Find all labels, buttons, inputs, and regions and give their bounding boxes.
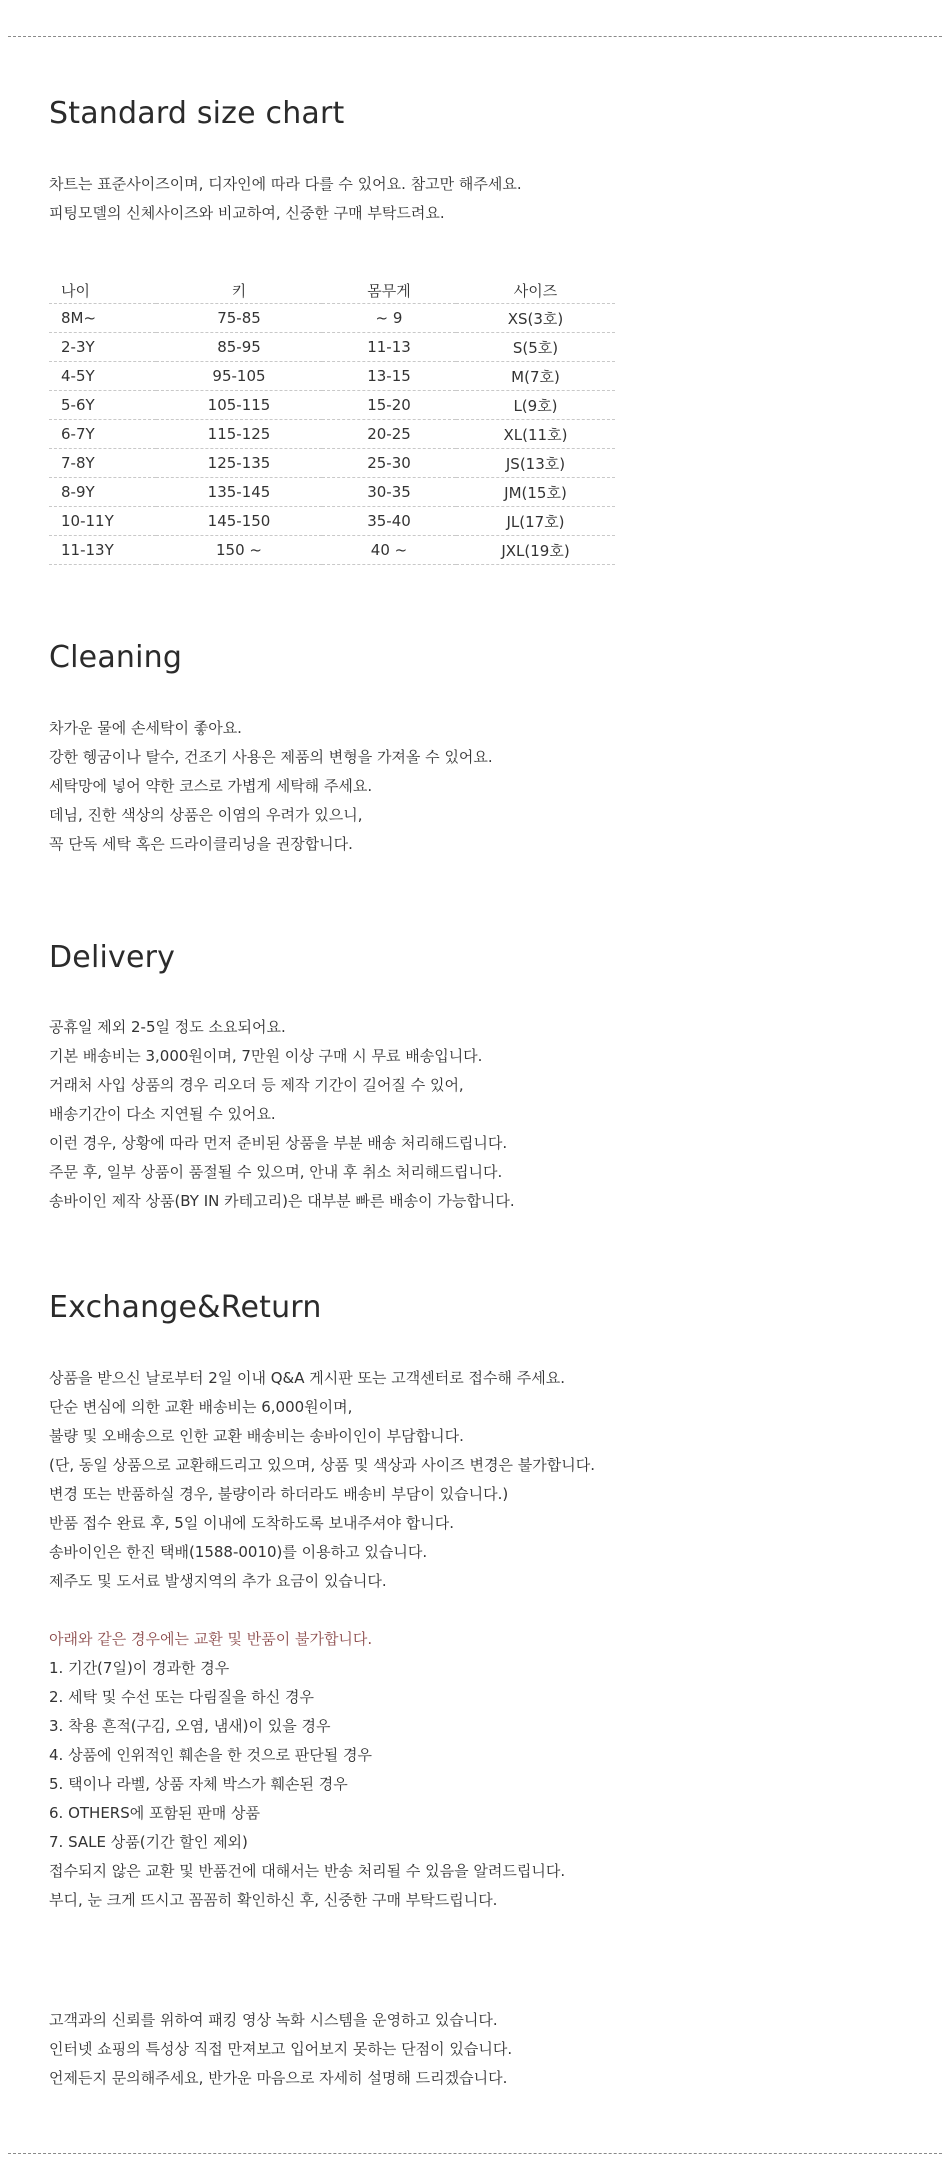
cell-weight: 25-30	[322, 449, 456, 478]
exchange-line: 변경 또는 반품하실 경우, 불량이라 하더라도 배송비 부담이 있습니다.)	[49, 1485, 509, 1503]
bottom-dashed-divider	[8, 2153, 942, 2154]
condition-item: 7. SALE 상품(기간 할인 제외)	[49, 1833, 248, 1851]
exchange-line: 불량 및 오배송으로 인한 교환 배송비는 송바이인이 부담합니다.	[49, 1427, 464, 1445]
closing-line: 인터넷 쇼핑의 특성상 직접 만져보고 입어보지 못하는 단점이 있습니다.	[49, 2040, 513, 2058]
header-age: 나이	[49, 277, 156, 304]
cell-weight: 11-13	[322, 333, 456, 362]
cleaning-line: 꼭 단독 세탁 혹은 드라이클리닝을 권장합니다.	[49, 835, 353, 853]
delivery-line: 배송기간이 다소 지연될 수 있어요.	[49, 1105, 276, 1123]
cell-height: 145-150	[156, 507, 322, 536]
cell-height: 95-105	[156, 362, 322, 391]
size-table-header	[49, 277, 615, 304]
exchange-line: 단순 변심에 의한 교환 배송비는 6,000원이며,	[49, 1398, 353, 1416]
cell-age: 4-5Y	[49, 362, 156, 391]
exchange-conditions	[49, 1625, 565, 1915]
delivery-line: 송바이인 제작 상품(BY IN 카테고리)은 대부분 빠른 배송이 가능합니다.	[49, 1192, 515, 1210]
cell-weight: ~ 9	[322, 304, 456, 333]
top-dashed-divider	[8, 36, 942, 37]
header-size: 사이즈	[456, 277, 615, 304]
cell-height: 135-145	[156, 478, 322, 507]
size-chart-title: Standard size chart	[49, 96, 345, 131]
exchange-line: 반품 접수 완료 후, 5일 이내에 도착하도록 보내주셔야 합니다.	[49, 1514, 454, 1532]
table-row	[49, 304, 615, 333]
cell-age: 2-3Y	[49, 333, 156, 362]
condition-item: 부디, 눈 크게 뜨시고 꼼꼼히 확인하신 후, 신중한 구매 부탁드립니다.	[49, 1891, 498, 1909]
cell-height: 85-95	[156, 333, 322, 362]
cell-height: 75-85	[156, 304, 322, 333]
cell-age: 8-9Y	[49, 478, 156, 507]
exchange-title: Exchange&Return	[49, 1290, 322, 1325]
condition-item: 2. 세탁 및 수선 또는 다림질을 하신 경우	[49, 1688, 315, 1706]
closing-line: 언제든지 문의해주세요, 반가운 마음으로 자세히 설명해 드리겠습니다.	[49, 2069, 508, 2087]
delivery-line: 기본 배송비는 3,000원이며, 7만원 이상 구매 시 무료 배송입니다.	[49, 1047, 483, 1065]
header-weight: 몸무게	[322, 277, 456, 304]
cleaning-line: 데님, 진한 색상의 상품은 이염의 우려가 있으니,	[49, 806, 363, 824]
delivery-line: 공휴일 제외 2-5일 정도 소요되어요.	[49, 1018, 286, 1036]
cell-weight: 30-35	[322, 478, 456, 507]
cell-size: JS(13호)	[456, 449, 615, 478]
cleaning-line: 세탁망에 넣어 약한 코스로 가볍게 세탁해 주세요.	[49, 777, 373, 795]
cell-weight: 20-25	[322, 420, 456, 449]
cell-height: 105-115	[156, 391, 322, 420]
condition-item: 4. 상품에 인위적인 훼손을 한 것으로 판단될 경우	[49, 1746, 372, 1764]
cell-age: 11-13Y	[49, 536, 156, 565]
condition-item: 6. OTHERS에 포함된 판매 상품	[49, 1804, 260, 1822]
delivery-line: 거래처 사입 상품의 경우 리오더 등 제작 기간이 길어질 수 있어,	[49, 1076, 464, 1094]
delivery-line: 이런 경우, 상황에 따라 먼저 준비된 상품을 부분 배송 처리해드립니다.	[49, 1134, 508, 1152]
exchange-line: (단, 동일 상품으로 교환해드리고 있으며, 상품 및 색상과 사이즈 변경은 불가합니다.	[49, 1456, 596, 1474]
intro-line: 피팅모델의 신체사이즈와 비교하여, 신중한 구매 부탁드려요.	[49, 204, 445, 222]
condition-item: 접수되지 않은 교환 및 반품건에 대해서는 반송 처리될 수 있음을 알려드립니다.	[49, 1862, 566, 1880]
cleaning-title: Cleaning	[49, 640, 183, 675]
cell-size: S(5호)	[456, 333, 615, 362]
cell-weight: 40 ~	[322, 536, 456, 565]
size-table	[49, 277, 615, 565]
header-height: 키	[156, 277, 322, 304]
delivery-text	[49, 1013, 515, 1216]
table-row	[49, 478, 615, 507]
condition-item: 3. 착용 흔적(구김, 오염, 냄새)이 있을 경우	[49, 1717, 331, 1735]
table-row	[49, 333, 615, 362]
exchange-line: 송바이인은 한진 택배(1588-0010)를 이용하고 있습니다.	[49, 1543, 428, 1561]
cell-size: XS(3호)	[456, 304, 615, 333]
closing-note	[49, 2006, 512, 2093]
cell-weight: 13-15	[322, 362, 456, 391]
exchange-text	[49, 1364, 595, 1596]
table-row	[49, 449, 615, 478]
cell-height: 150 ~	[156, 536, 322, 565]
table-row	[49, 391, 615, 420]
delivery-title: Delivery	[49, 940, 176, 975]
cell-size: L(9호)	[456, 391, 615, 420]
intro-line: 차트는 표준사이즈이며, 디자인에 따라 다를 수 있어요. 참고만 해주세요.	[49, 175, 522, 193]
table-row	[49, 507, 615, 536]
condition-item: 5. 택이나 라벨, 상품 자체 박스가 훼손된 경우	[49, 1775, 348, 1793]
cell-weight: 35-40	[322, 507, 456, 536]
cleaning-line: 차가운 물에 손세탁이 좋아요.	[49, 719, 242, 737]
table-row	[49, 536, 615, 565]
closing-line: 고객과의 신뢰를 위하여 패킹 영상 녹화 시스템을 운영하고 있습니다.	[49, 2011, 498, 2029]
cell-age: 5-6Y	[49, 391, 156, 420]
table-row	[49, 362, 615, 391]
exchange-line: 상품을 받으신 날로부터 2일 이내 Q&A 게시판 또는 고객센터로 접수해 주세요.	[49, 1369, 565, 1387]
condition-item: 1. 기간(7일)이 경과한 경우	[49, 1659, 230, 1677]
size-chart-intro	[49, 170, 522, 228]
cell-height: 115-125	[156, 420, 322, 449]
cell-size: M(7호)	[456, 362, 615, 391]
cell-weight: 15-20	[322, 391, 456, 420]
cell-size: JXL(19호)	[456, 536, 615, 565]
exchange-warning: 아래와 같은 경우에는 교환 및 반품이 불가합니다.	[49, 1630, 373, 1648]
exchange-line: 제주도 및 도서료 발생지역의 추가 요금이 있습니다.	[49, 1572, 387, 1590]
cell-age: 10-11Y	[49, 507, 156, 536]
cell-size: JM(15호)	[456, 478, 615, 507]
cell-age: 6-7Y	[49, 420, 156, 449]
cell-size: XL(11호)	[456, 420, 615, 449]
cleaning-line: 강한 헹굼이나 탈수, 건조기 사용은 제품의 변형을 가져올 수 있어요.	[49, 748, 493, 766]
table-row	[49, 420, 615, 449]
cell-age: 8M~	[49, 304, 156, 333]
cleaning-text	[49, 714, 493, 859]
cell-age: 7-8Y	[49, 449, 156, 478]
cell-height: 125-135	[156, 449, 322, 478]
delivery-line: 주문 후, 일부 상품이 품절될 수 있으며, 안내 후 취소 처리해드립니다.	[49, 1163, 503, 1181]
cell-size: JL(17호)	[456, 507, 615, 536]
